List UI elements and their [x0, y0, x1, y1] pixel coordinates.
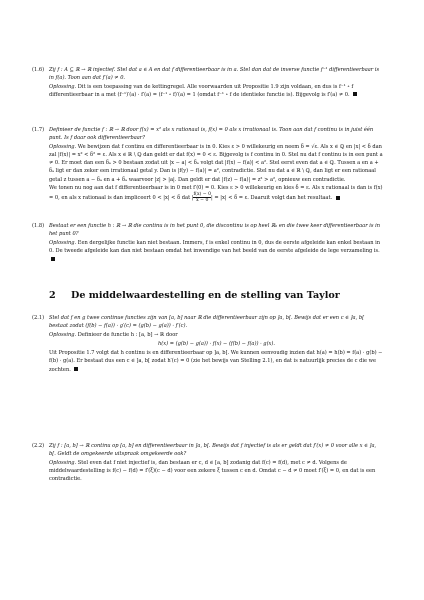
exercise-solution-continued	[49, 349, 384, 374]
exercise-solution	[49, 83, 384, 100]
solution-text: Stel even dat f niet injectief is, dan bestaan er c, d ∈ [a, b] zodanig dat f(c) = f(d), met c ≠ d. Volgens de middelwaardestelling is f(c) − f(d) = f′(ξ)(c − d) voor een zekere ξ tussen c en d. Omdat c − d ≠ 0 moet f′(ξ) = 0, en dat is een contradictie.	[49, 459, 376, 483]
solution-line: contradictie. Stel nu dat a ∈ ℝ \ ℚ, dan ligt er een rationaal getal z tussen a − δₐ en a + δₐ	[49, 168, 376, 183]
exercise-solution	[49, 239, 384, 264]
exercise-statement: Stel dat f en g twee continue functies zijn van [a, b] naar ℝ die differentieerbaar zijn op ]a, b[. Bewijs dat er een c ∈ ]a, b[ bestaat zodat (f(b) − f(a)) · g′(c) = (g(b) − g(a)) · f′(c).	[49, 315, 365, 330]
solution-line: We bewijzen dat f continu en differentieerbaar is in 0. Kies ε > 0 willekeurig en	[77, 143, 284, 150]
fraction-denominator: x − 0	[196, 198, 209, 204]
section-heading	[49, 290, 389, 302]
exercise-statement: Zij f : A ⊆ ℝ → ℝ injectief. Stel dat a ∈ A en dat f differentieerbaar is in a. Stel dan dat de inverse functie f⁻¹ differentieerbaar is in f(a). Toon aan dat f′(a) ≠ 0.	[49, 67, 380, 82]
solution-line: dan een δₐ > 0 bestaan zodat uit |x − a| < δₐ volgt dat |f(x) − f(a)| < a². Stel eerst even dat	[83, 160, 319, 167]
solution-line: waarvoor |z| > |a|. Dan geldt er dat |f(z) − f(a)| = z² > a², opnieuw een contradictie.	[128, 176, 346, 183]
solution-label: Oplossing.	[49, 143, 77, 150]
solution-line: We tonen nu nog aan dat f differentieerbaar is in 0 met f′(0) = 0. Kies ε > 0 willekeurig en	[49, 185, 282, 192]
exercise-solution	[49, 459, 384, 484]
qed-mark	[74, 367, 78, 371]
solution-text: Uit Propositie 1.7 volgt dat h continu is en differentieerbaar op ]a, b[. We kunnen eenvoudig inzien dat h(a) = h(b) = f(a) · g(b) − f(b) · g(a). Er bestaat dus een c ∈ ]a, b[ zodat h′(c) = 0 (zie het bewijs van Stelling 2.1), en dat is natuurlijk precies de c die we zochten.	[49, 350, 383, 373]
section-title: De middelwaardestelling en de stelling van Taylor	[71, 290, 340, 301]
solution-label: Oplossing.	[49, 239, 77, 246]
fraction-numerator: f(x) − 0	[193, 192, 212, 198]
exercise-number: (1.7)	[32, 127, 45, 133]
fraction	[193, 192, 211, 203]
solution-line: dat	[181, 195, 191, 202]
exercise-solution	[49, 331, 384, 339]
exercise-1-6	[32, 66, 384, 99]
solution-label: Oplossing.	[49, 83, 77, 90]
solution-line: a ∈ ℚ. Tussen a en a + δₐ ligt er dan zeker een irrationaal getal y. Dan is |f(y) − f(a)| = a²,	[49, 160, 379, 175]
exercise-1-7	[32, 126, 384, 204]
display-formula: h(x) = (g(b) − g(a)) · f(x) − (f(b) − f(a)) · g(x).	[157, 340, 276, 347]
solution-text: Definieer de functie h : [a, b] → ℝ door	[77, 331, 178, 338]
exercise-number: (2.1)	[32, 315, 45, 321]
solution-line: f(x) = 0 < ε. Bijgevolg is f continu in 0. Stel nu dat f continu is in een punt a ≠ 0. Er moet	[49, 151, 383, 167]
qed-mark	[353, 92, 357, 96]
exercise-number: (1.6)	[32, 67, 45, 73]
exercise-statement: Bestaat er een functie h : ℝ → ℝ die continu is in het punt 0, die discontinu is op heel ℝ₀ en die twee keer differentieerbaar is in het punt 0?	[49, 223, 381, 238]
exercise-2-2	[32, 442, 384, 483]
solution-line: neem δ = √ε. Als x ∈ ℚ en |x| < δ dan zal |f(x)| = x² < δ² = ε. Als x ∈ ℝ \ ℚ dan geldt er dat	[49, 143, 382, 158]
exercise-statement: Definieer de functie f : ℝ → ℝ door f(x) = x² als x rationaal is, f(x) = 0 als x irrationaal is. Toon aan dat f continu is in juist één punt. Is f daar ook differentieerbaar?	[49, 127, 374, 142]
exercise-statement: Zij f : [a, b] → ℝ continu op [a, b] en differentieerbaar in ]a, b[. Bewijs dat f injectief is als er geldt dat f′(x) ≠ 0 voor alle x ∈ ]a, b[. Geldt de omgekeerde uitspraak omgekeerde ook?	[49, 443, 377, 458]
exercise-number: (1.8)	[32, 223, 45, 229]
exercise-solution: Oplossing. We bewijzen dat f continu en differentieerbaar is in 0. Kies ε > 0 willekeurig en neem δ = √ε. Als x ∈ ℚ en |x| < δ dan zal |f(x)| = x² < δ² = ε. Als x ∈ ℝ \ ℚ dan geldt er dat f(x) = 0 < ε. Bijgevolg is f continu in 0. Stel nu dat f continu is in een punt a ≠ 0. Er moet dan een δₐ > 0 bestaan zodat uit |x − a| < δₐ volgt dat |f(x) − f(a)| < a². Stel eerst even dat a ∈ ℚ. Tussen a en a + δₐ ligt er dan zeker een irrationaal getal y. Dan is |f(y) − f(a)| = a², contradictie. Stel nu dat a ∈ ℝ \ ℚ, dan ligt er een rationaal getal z tussen a − δₐ en a + δₐ waarvoor |z| > |a|. Dan geldt er dat |f(z) − f(a)| = z² > a², opnieuw een contradictie. We tonen nu nog aan dat f differentieerbaar is in 0 met f′(0) = 0. Kies ε > 0 willekeurig en kies δ = ε. Als x rationaal is dan is f(x) = 0, en als x rationaal is dan impliceert 0 < |x| < δ dat | $\frac{f(x) - 0}{x - 0}$ | = |x| < δ = ε. Daaruit volgt dan het resultaat.	[49, 143, 383, 204]
exercise-number: (2.2)	[32, 443, 45, 449]
exercise-1-8	[32, 222, 384, 263]
solution-label: Oplossing.	[49, 331, 77, 338]
exercise-2-1	[32, 314, 384, 374]
solution-line: kies δ = ε. Als x rationaal is dan is f(x) = 0, en als x rationaal is dan impliceert 0 < |x| < δ	[49, 185, 383, 202]
solution-line: = |x| < δ = ε. Daaruit volgt dan het resultaat.	[214, 195, 333, 202]
qed-mark	[336, 196, 340, 200]
solution-text: Dit is een toepassing van de kettingregel. Alle voorwaarden uit Propositie 1.9 zijn voldaan, en dus is f⁻¹ ∘ f differentieerbaar in a met (f⁻¹)′(a) · f′(a) = (f⁻¹ ∘ f)′(a) = 1 (omdat f⁻¹ ∘ f de identieke functie is). Bijgevolg is f′(a) ≠ 0.	[49, 83, 354, 98]
qed-mark	[51, 257, 55, 261]
section-number: 2	[49, 290, 56, 301]
solution-text: Een dergelijke functie kan niet bestaan. Immers, f is enkel continu in 0, dus de eerste afgeleide kan enkel bestaan in 0. De tweede afgeleide kan dan niet bestaan omdat het inwendige van het beeld van de eerste afgeleide de lege verzameling is.	[49, 239, 381, 254]
solution-label: Oplossing.	[49, 459, 77, 466]
